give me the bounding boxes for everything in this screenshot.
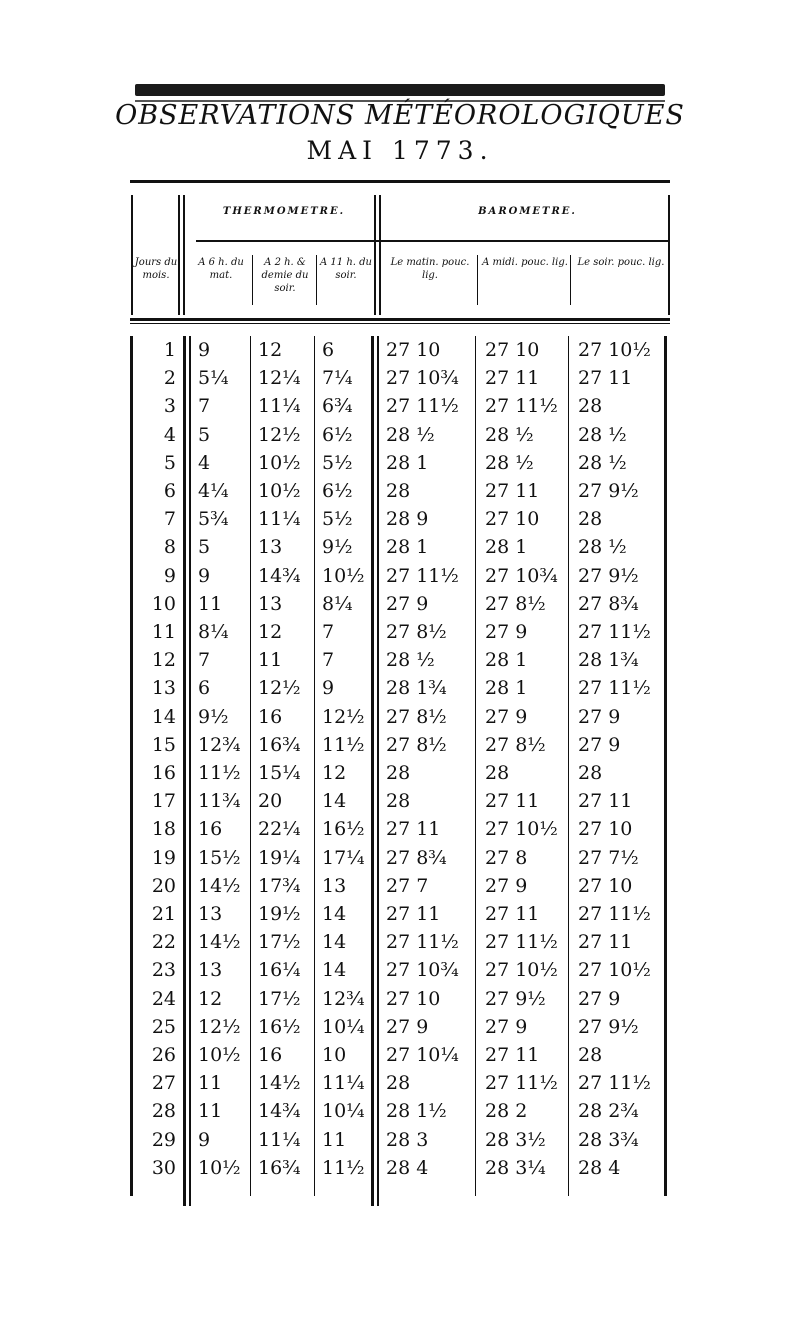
- cell-baro-midi: 28: [485, 762, 510, 784]
- cell-therm-2h: 10½: [258, 451, 301, 474]
- cell-baro-matin: 28 1: [386, 536, 429, 559]
- cell-therm-2h: 22¼: [258, 818, 301, 841]
- cell-therm-6h: 5: [198, 536, 211, 559]
- cell-baro-matin: 28 9: [386, 508, 429, 531]
- group-thermometre: THERMOMETRE.: [222, 206, 346, 217]
- cell-therm-11h: 7: [322, 621, 335, 643]
- cell-baro-midi: 28 2: [485, 1100, 528, 1123]
- cell-baro-soir: 27 8¾: [578, 592, 639, 615]
- cell-baro-midi: 27 10½: [485, 959, 558, 982]
- cell-therm-11h: 11½: [322, 733, 365, 756]
- cell-therm-6h: 6: [198, 677, 211, 700]
- cell-therm-11h: 12½: [322, 705, 365, 728]
- cell-baro-matin: 27 11½: [386, 564, 459, 587]
- cell-baro-soir: 27 9½: [578, 480, 639, 502]
- cell-baro-matin: 27 9: [386, 592, 429, 615]
- cell-baro-soir: 27 9: [578, 987, 621, 1010]
- cell-therm-2h: 19½: [258, 903, 301, 925]
- cell-baro-matin: 27 10¼: [386, 1044, 459, 1066]
- cell-baro-midi: 27 11: [485, 480, 540, 502]
- cell-baro-matin: 28 3: [386, 1128, 429, 1151]
- cell-therm-2h: 12: [258, 621, 283, 643]
- cell-therm-2h: 16¾: [258, 733, 301, 756]
- cell-baro-soir: 28 2¾: [578, 1100, 639, 1123]
- cell-therm-2h: 14¾: [258, 1100, 301, 1123]
- cell-baro-matin: 27 11: [386, 903, 441, 925]
- body-divider-therm-b: [377, 336, 379, 1206]
- cell-day: 2: [163, 367, 176, 390]
- cell-therm-11h: 12¾: [322, 987, 365, 1010]
- cell-baro-soir: 27 11½: [578, 903, 651, 925]
- cell-baro-soir: 28 3¾: [578, 1128, 639, 1151]
- cell-therm-6h: 14½: [198, 931, 241, 954]
- cell-day: 14: [151, 705, 176, 728]
- cell-baro-soir: 28 ½: [578, 451, 627, 474]
- cell-day: 10: [151, 592, 176, 615]
- cell-therm-2h: 12½: [258, 423, 301, 446]
- cell-baro-matin: 27 11: [386, 818, 441, 841]
- cell-therm-6h: 5¼: [198, 367, 229, 390]
- cell-day: 8: [163, 536, 176, 559]
- cell-baro-matin: 27 10¾: [386, 959, 459, 982]
- cell-baro-soir: 27 11: [578, 931, 633, 954]
- cell-therm-6h: 5: [198, 423, 211, 446]
- cell-day: 28: [151, 1100, 176, 1123]
- cell-day: 11: [151, 621, 176, 643]
- cell-therm-6h: 13: [198, 903, 223, 925]
- cell-therm-2h: 12¼: [258, 367, 301, 390]
- cell-therm-11h: 10½: [322, 564, 365, 587]
- cell-therm-11h: 11: [322, 1128, 347, 1151]
- header-col-2: [252, 255, 253, 305]
- cell-therm-6h: 12¾: [198, 733, 241, 756]
- cell-therm-2h: 17¾: [258, 874, 301, 897]
- cell-therm-11h: 7: [322, 649, 335, 672]
- header-divider-therm: [374, 195, 376, 315]
- cell-baro-matin: 27 10: [386, 339, 441, 361]
- cell-baro-matin: 28: [386, 1072, 411, 1095]
- cell-therm-6h: 8¼: [198, 621, 229, 643]
- header-divider-days: [178, 195, 180, 315]
- cell-baro-soir: 28: [578, 508, 603, 531]
- cell-baro-matin: 27 10¾: [386, 367, 459, 390]
- cell-baro-midi: 27 8½: [485, 592, 546, 615]
- cell-baro-midi: 28 3¼: [485, 1156, 546, 1179]
- cell-therm-2h: 11: [258, 649, 283, 672]
- cell-baro-soir: 27 9½: [578, 1015, 639, 1038]
- cell-day: 19: [151, 846, 176, 869]
- cell-baro-midi: 27 9: [485, 705, 528, 728]
- cell-baro-midi: 27 9: [485, 621, 528, 643]
- cell-baro-soir: 27 9: [578, 733, 621, 756]
- body-divider-days: [183, 336, 186, 1206]
- cell-baro-midi: 27 9: [485, 1015, 528, 1038]
- cell-therm-2h: 12: [258, 339, 283, 361]
- cell-baro-midi: 27 8½: [485, 733, 546, 756]
- cell-therm-6h: 9: [198, 339, 211, 361]
- header-col-3: [316, 255, 317, 305]
- cell-baro-midi: 27 9½: [485, 987, 546, 1010]
- cell-baro-midi: 27 11: [485, 903, 540, 925]
- cell-day: 25: [151, 1015, 176, 1038]
- header-divider-days-b: [183, 195, 185, 315]
- cell-therm-11h: 14: [322, 790, 347, 813]
- cell-day: 27: [151, 1072, 176, 1095]
- col-header-midi: A midi. pouc. lig.: [482, 257, 568, 268]
- cell-baro-soir: 28: [578, 762, 603, 784]
- cell-baro-soir: 28 1¾: [578, 649, 639, 672]
- cell-baro-matin: 27 8¾: [386, 846, 447, 869]
- body-col-6: [568, 336, 569, 1196]
- cell-baro-soir: 28 ½: [578, 536, 627, 559]
- cell-therm-6h: 9½: [198, 705, 229, 728]
- cell-therm-2h: 16: [258, 1044, 283, 1066]
- cell-therm-11h: 6: [322, 339, 335, 361]
- cell-baro-soir: 27 11: [578, 367, 633, 390]
- cell-baro-midi: 27 11: [485, 1044, 540, 1066]
- cell-therm-6h: 9: [198, 564, 211, 587]
- cell-day: 18: [151, 818, 176, 841]
- cell-therm-11h: 14: [322, 959, 347, 982]
- cell-therm-6h: 7: [198, 395, 211, 418]
- body-col-5: [475, 336, 476, 1196]
- cell-day: 15: [151, 733, 176, 756]
- cell-therm-6h: 15½: [198, 846, 241, 869]
- cell-therm-2h: 20: [258, 790, 283, 813]
- cell-day: 3: [163, 395, 176, 418]
- cell-baro-midi: 27 10: [485, 339, 540, 361]
- cell-baro-soir: 27 10½: [578, 339, 651, 361]
- cell-therm-6h: 11: [198, 592, 223, 615]
- cell-baro-midi: 28 1: [485, 536, 528, 559]
- cell-therm-11h: 14: [322, 903, 347, 925]
- cell-baro-midi: 27 10¾: [485, 564, 558, 587]
- cell-therm-6h: 5¾: [198, 508, 229, 531]
- cell-baro-soir: 28: [578, 395, 603, 418]
- header-top-rule: [130, 180, 670, 183]
- col-header-2h: A 2 h. & demie du soir.: [261, 257, 309, 294]
- cell-baro-midi: 28 1: [485, 677, 528, 700]
- cell-therm-11h: 9½: [322, 536, 353, 559]
- col-header-11h: A 11 h. du soir.: [320, 257, 372, 281]
- cell-baro-midi: 27 11½: [485, 1072, 558, 1095]
- cell-therm-11h: 10¼: [322, 1100, 365, 1123]
- cell-baro-midi: 27 11½: [485, 395, 558, 418]
- col-header-soir: Le soir. pouc. lig.: [577, 257, 665, 268]
- cell-baro-soir: 27 11½: [578, 621, 651, 643]
- page-subtitle: MAI 1773.: [306, 136, 494, 165]
- cell-therm-11h: 10: [322, 1044, 347, 1066]
- cell-therm-6h: 11: [198, 1072, 223, 1095]
- cell-day: 7: [163, 508, 176, 531]
- cell-baro-matin: 28 ½: [386, 649, 435, 672]
- cell-day: 6: [163, 480, 176, 502]
- header-bottom-rule-thin: [130, 323, 670, 324]
- header-divider-therm-b: [379, 195, 381, 315]
- cell-therm-11h: 8¼: [322, 592, 353, 615]
- cell-day: 26: [151, 1044, 176, 1066]
- cell-baro-matin: 28 1¾: [386, 677, 447, 700]
- cell-therm-2h: 11¼: [258, 1128, 301, 1151]
- cell-therm-11h: 11¼: [322, 1072, 365, 1095]
- cell-baro-matin: 28 1½: [386, 1100, 447, 1123]
- cell-day: 17: [151, 790, 176, 813]
- cell-baro-matin: 27 11½: [386, 395, 459, 418]
- cell-baro-matin: 28: [386, 762, 411, 784]
- body-divider-therm: [371, 336, 374, 1206]
- header-col-5: [477, 255, 478, 305]
- cell-therm-6h: 12½: [198, 1015, 241, 1038]
- cell-therm-6h: 9: [198, 1128, 211, 1151]
- cell-day: 9: [163, 564, 176, 587]
- cell-therm-11h: 6½: [322, 480, 353, 502]
- ornamental-top-rule: [135, 84, 665, 96]
- cell-baro-soir: 28 ½: [578, 423, 627, 446]
- cell-therm-6h: 10½: [198, 1044, 241, 1066]
- cell-baro-soir: 27 9: [578, 705, 621, 728]
- cell-therm-11h: 14: [322, 931, 347, 954]
- cell-therm-11h: 11½: [322, 1156, 365, 1179]
- cell-therm-2h: 13: [258, 536, 283, 559]
- cell-baro-matin: 27 8½: [386, 733, 447, 756]
- cell-therm-11h: 12: [322, 762, 347, 784]
- cell-baro-soir: 27 10: [578, 818, 633, 841]
- cell-baro-midi: 27 10½: [485, 818, 558, 841]
- cell-baro-soir: 27 10: [578, 874, 633, 897]
- cell-therm-2h: 14¾: [258, 564, 301, 587]
- cell-day: 21: [151, 903, 176, 925]
- cell-baro-midi: 27 11: [485, 790, 540, 813]
- cell-baro-soir: 27 11½: [578, 1072, 651, 1095]
- header-col-6: [570, 255, 571, 305]
- cell-therm-11h: 16½: [322, 818, 365, 841]
- cell-therm-6h: 16: [198, 818, 223, 841]
- cell-baro-midi: 27 8: [485, 846, 528, 869]
- cell-baro-matin: 28 1: [386, 451, 429, 474]
- cell-therm-11h: 6¾: [322, 395, 353, 418]
- cell-baro-soir: 27 10½: [578, 959, 651, 982]
- body-col-3: [314, 336, 315, 1196]
- cell-baro-matin: 28 ½: [386, 423, 435, 446]
- cell-day: 16: [151, 762, 176, 784]
- group-underline: [196, 240, 670, 242]
- cell-therm-2h: 16¼: [258, 959, 301, 982]
- cell-day: 5: [163, 451, 176, 474]
- cell-therm-6h: 4: [198, 451, 211, 474]
- body-right-border: [664, 336, 667, 1196]
- cell-day: 22: [151, 931, 176, 954]
- cell-therm-2h: 17½: [258, 987, 301, 1010]
- header-bottom-rule: [130, 318, 670, 321]
- cell-therm-11h: 5½: [322, 451, 353, 474]
- cell-baro-matin: 28: [386, 480, 411, 502]
- cell-baro-midi: 27 10: [485, 508, 540, 531]
- cell-therm-2h: 12½: [258, 677, 301, 700]
- cell-therm-6h: 11¾: [198, 790, 241, 813]
- cell-therm-2h: 17½: [258, 931, 301, 954]
- cell-therm-6h: 11: [198, 1100, 223, 1123]
- cell-therm-2h: 16: [258, 705, 283, 728]
- cell-therm-2h: 16½: [258, 1015, 301, 1038]
- cell-therm-6h: 10½: [198, 1156, 241, 1179]
- cell-baro-midi: 28 ½: [485, 423, 534, 446]
- cell-baro-soir: 27 7½: [578, 846, 639, 869]
- cell-therm-11h: 7¼: [322, 367, 353, 390]
- cell-therm-11h: 5½: [322, 508, 353, 531]
- cell-therm-2h: 11¼: [258, 395, 301, 418]
- cell-therm-2h: 14½: [258, 1072, 301, 1095]
- cell-therm-6h: 13: [198, 959, 223, 982]
- cell-baro-midi: 27 11: [485, 367, 540, 390]
- cell-baro-matin: 27 8½: [386, 705, 447, 728]
- cell-therm-6h: 11½: [198, 762, 241, 784]
- cell-baro-soir: 27 9½: [578, 564, 639, 587]
- cell-baro-midi: 28 3½: [485, 1128, 546, 1151]
- cell-baro-soir: 27 11½: [578, 677, 651, 700]
- header-right-border: [668, 195, 670, 315]
- col-header-matin: Le matin. pouc. lig.: [390, 257, 470, 281]
- cell-therm-11h: 10¼: [322, 1015, 365, 1038]
- cell-baro-soir: 28 4: [578, 1156, 621, 1179]
- cell-therm-2h: 15¼: [258, 762, 301, 784]
- cell-therm-6h: 12: [198, 987, 223, 1010]
- body-left-border: [130, 336, 133, 1196]
- col-header-days: Jours du mois.: [134, 257, 178, 281]
- cell-baro-midi: 28 1: [485, 649, 528, 672]
- cell-day: 4: [163, 423, 176, 446]
- cell-therm-2h: 11¼: [258, 508, 301, 531]
- cell-day: 20: [151, 874, 176, 897]
- cell-day: 1: [163, 339, 176, 361]
- cell-day: 23: [151, 959, 176, 982]
- cell-day: 24: [151, 987, 176, 1010]
- cell-day: 12: [151, 649, 176, 672]
- cell-therm-2h: 13: [258, 592, 283, 615]
- body-col-2: [250, 336, 251, 1196]
- cell-baro-midi: 27 11½: [485, 931, 558, 954]
- cell-baro-matin: 27 10: [386, 987, 441, 1010]
- col-header-6h: A 6 h. du mat.: [198, 257, 244, 281]
- cell-baro-matin: 28 4: [386, 1156, 429, 1179]
- header-left-border: [131, 195, 133, 315]
- cell-therm-6h: 7: [198, 649, 211, 672]
- cell-baro-matin: 27 7: [386, 874, 429, 897]
- cell-therm-11h: 6½: [322, 423, 353, 446]
- cell-therm-11h: 9: [322, 677, 335, 700]
- cell-baro-matin: 27 11½: [386, 931, 459, 954]
- cell-therm-11h: 17¼: [322, 846, 365, 869]
- body-divider-days-b: [189, 336, 191, 1206]
- cell-day: 29: [151, 1128, 176, 1151]
- cell-therm-6h: 4¼: [198, 480, 229, 502]
- cell-therm-11h: 13: [322, 874, 347, 897]
- cell-baro-matin: 27 8½: [386, 621, 447, 643]
- cell-baro-soir: 27 11: [578, 790, 633, 813]
- cell-baro-soir: 28: [578, 1044, 603, 1066]
- group-barometre: BAROMETRE.: [478, 206, 577, 217]
- cell-therm-2h: 16¾: [258, 1156, 301, 1179]
- cell-therm-2h: 10½: [258, 480, 301, 502]
- page-title: OBSERVATIONS MÉTÉOROLOGIQUES: [115, 100, 685, 131]
- cell-baro-matin: 28: [386, 790, 411, 813]
- cell-baro-midi: 28 ½: [485, 451, 534, 474]
- cell-baro-midi: 27 9: [485, 874, 528, 897]
- cell-day: 13: [151, 677, 176, 700]
- cell-baro-matin: 27 9: [386, 1015, 429, 1038]
- cell-therm-6h: 14½: [198, 874, 241, 897]
- cell-day: 30: [151, 1156, 176, 1179]
- cell-therm-2h: 19¼: [258, 846, 301, 869]
